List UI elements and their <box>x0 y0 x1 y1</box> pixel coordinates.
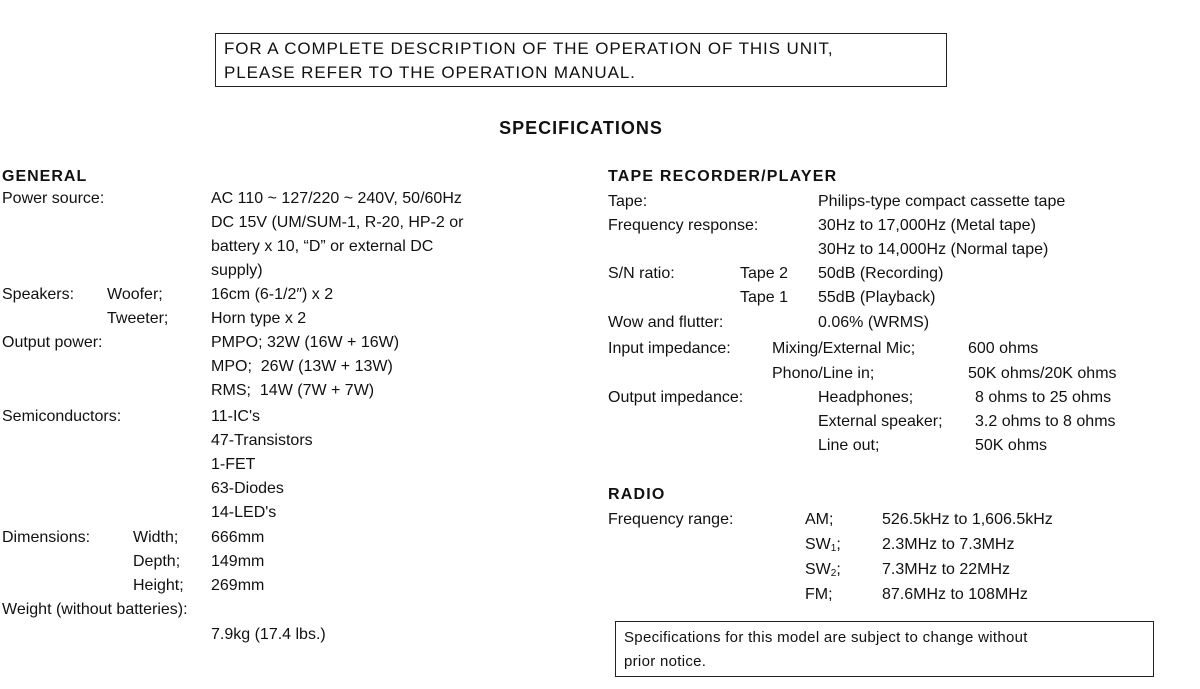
output-power-label: Output power: <box>2 334 103 351</box>
sw1-label: $SW_1$; <box>805 536 841 554</box>
frequency-response-label: Frequency response: <box>608 217 759 234</box>
width-label: Width; <box>133 529 179 546</box>
sn-tape2-label: Tape 2 <box>740 265 789 282</box>
semiconductor-diodes: 63-Diodes <box>211 480 284 497</box>
notice-line-2: PLEASE REFER TO THE OPERATION MANUAL. <box>224 63 636 82</box>
notice-line-1: FOR A COMPLETE DESCRIPTION OF THE OPERATION OF THIS UNIT, <box>224 39 834 58</box>
input-mic-value: 600 ohms <box>968 340 1039 357</box>
height-label: Height; <box>133 577 184 594</box>
sw2-label-text: SW <box>805 561 831 578</box>
fm-label: FM; <box>805 586 833 603</box>
output-ext-speaker-label: External speaker; <box>818 413 943 430</box>
weight-value: 7.9kg (17.4 lbs.) <box>211 626 326 643</box>
woofer-value: 16cm (6-1/2″) x 2 <box>211 286 334 303</box>
semiconductor-ics: 11-IC's <box>211 408 260 425</box>
fm-value: 87.6MHz to 108MHz <box>882 586 1028 603</box>
sn-tape1-label: Tape 1 <box>740 289 789 306</box>
sw1-value: 2.3MHz to 7.3MHz <box>882 536 1015 553</box>
tweeter-value: Horn type x 2 <box>211 310 307 327</box>
speakers-label: Speakers: <box>2 286 75 303</box>
output-ext-speaker-value: 3.2 ohms to 8 ohms <box>975 413 1116 430</box>
sn-tape2-value: 50dB (Recording) <box>818 265 944 282</box>
power-source-line-2: DC 15V (UM/SUM-1, R-20, HP-2 or <box>211 214 464 231</box>
sw1-subscript: 1 <box>830 543 837 554</box>
output-headphones-label: Headphones; <box>818 389 914 406</box>
width-value: 666mm <box>211 529 265 546</box>
output-power-mpo: MPO; 26W (13W + 13W) <box>211 358 393 375</box>
wow-flutter-label: Wow and flutter: <box>608 314 724 331</box>
depth-value: 149mm <box>211 553 265 570</box>
output-line-out-label: Line out; <box>818 437 880 454</box>
frequency-response-metal: 30Hz to 17,000Hz (Metal tape) <box>818 217 1036 234</box>
woofer-label: Woofer; <box>107 286 163 303</box>
change-notice-line-1: Specifications for this model are subject to change without <box>624 629 1028 646</box>
power-source-line-4: supply) <box>211 262 263 279</box>
tape-label: Tape: <box>608 193 648 210</box>
sw2-label: $SW_2$; <box>805 561 841 579</box>
tape-heading: TAPE RECORDER/PLAYER <box>608 168 838 185</box>
dimensions-label: Dimensions: <box>2 529 91 546</box>
change-notice-line-2: prior notice. <box>624 653 707 670</box>
input-phono-label: Phono/Line in; <box>772 365 875 382</box>
frequency-response-normal: 30Hz to 14,000Hz (Normal tape) <box>818 241 1049 258</box>
output-impedance-label: Output impedance: <box>608 389 744 406</box>
radio-frequency-range-label: Frequency range: <box>608 511 734 528</box>
output-line-out-value: 50K ohms <box>975 437 1048 454</box>
power-source-label: Power source: <box>2 190 105 207</box>
depth-label: Depth; <box>133 553 181 570</box>
input-phono-value: 50K ohms/20K ohms <box>968 365 1117 382</box>
height-value: 269mm <box>211 577 265 594</box>
tape-value: Philips-type compact cassette tape <box>818 193 1066 210</box>
power-source-line-1: AC 110 ~ 127/220 ~ 240V, 50/60Hz <box>211 190 462 207</box>
semiconductor-transistors: 47-Transistors <box>211 432 313 449</box>
sw2-subscript: 2 <box>830 568 837 579</box>
output-power-rms: RMS; 14W (7W + 7W) <box>211 382 375 399</box>
tweeter-label: Tweeter; <box>107 310 169 327</box>
semiconductor-leds: 14-LED's <box>211 504 277 521</box>
sw2-value: 7.3MHz to 22MHz <box>882 561 1011 578</box>
page-title: SPECIFICATIONS <box>499 118 663 138</box>
input-impedance-label: Input impedance: <box>608 340 731 357</box>
change-notice <box>615 621 1154 677</box>
radio-heading: RADIO <box>608 486 666 503</box>
general-heading: GENERAL <box>2 168 88 185</box>
output-power-pmpo: PMPO; 32W (16W + 16W) <box>211 334 400 351</box>
input-mic-label: Mixing/External Mic; <box>772 340 916 357</box>
power-source-line-3: battery x 10, “D” or external DC <box>211 238 434 255</box>
sn-ratio-label: S/N ratio: <box>608 265 675 282</box>
wow-flutter-value: 0.06% (WRMS) <box>818 314 930 331</box>
am-value: 526.5kHz to 1,606.5kHz <box>882 511 1053 528</box>
output-headphones-value: 8 ohms to 25 ohms <box>975 389 1112 406</box>
semiconductors-label: Semiconductors: <box>2 408 122 425</box>
sn-tape1-value: 55dB (Playback) <box>818 289 936 306</box>
operation-manual-notice <box>215 33 947 87</box>
weight-label: Weight (without batteries): <box>2 601 188 618</box>
am-label: AM; <box>805 511 834 528</box>
semiconductor-fet: 1-FET <box>211 456 256 473</box>
sw1-label-text: SW <box>805 536 831 553</box>
